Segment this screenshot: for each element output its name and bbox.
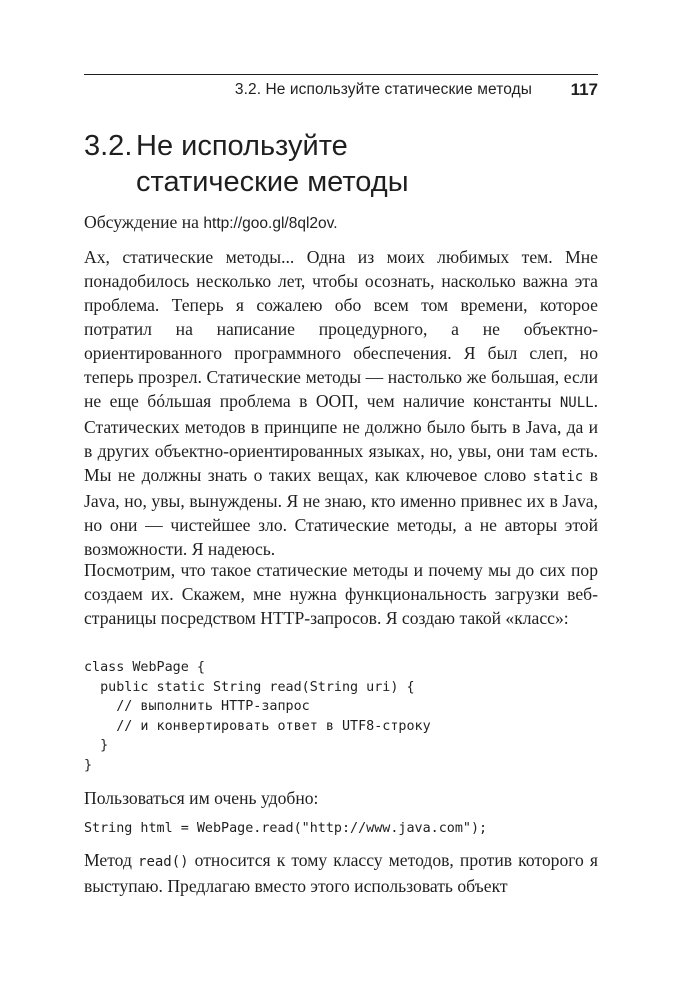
discussion-line [84,210,598,236]
paragraph-text: Ах, статические методы... Одна из моих любимых тем. Мне понадобилось несколько лет, чтобы осознать, насколько важна эта проблема. Теперь я сожалею обо всем том времени, которое потратил на написание процедурного, а не объектно-ориентированного программного обеспечения. Я был слеп, но теперь прозрел. Статические методы — настолько же большая, если не еще бóльшая проблема в ООП, чем наличие константы [84,247,598,411]
running-header-title: 3.2. Не используйте статические методы [234,81,532,98]
paragraph-text: относится к тому классу методов, против которого я выступаю. Предлагаю вместо этого использовать объект [84,850,598,896]
discussion-prefix: Обсуждение на [84,212,204,232]
inline-code-static: static [532,469,584,485]
code-listing-webpage-class: class WebPage { public static String read(String uri) { // выполнить HTTP-запрос // и конвертировать ответ в UTF8-строку } } [84,660,431,773]
inline-code-read: read() [138,854,189,870]
paragraph-read-method [84,848,598,898]
paragraph-why-static: Посмотрим, что такое статические методы и почему мы до сих пор создаем их. Скажем, мне нужна функциональность загрузки веб-страницы посредством HTTP-запросов. Я создаю такой «класс»: [84,560,598,628]
section-heading [84,128,604,200]
paragraph-text: . Статических методов в принципе не должно было быть в Java, да и в других объектно-ориентированных языках, но, увы, они там есть. Мы не должны знать о таких вещах, как ключевое слово [84,391,598,485]
paragraph-usage: Пользоваться им очень удобно: [84,788,319,808]
page-number: 117 [570,80,598,99]
running-header [84,74,598,101]
section-number: 3.2. [84,130,133,162]
discussion-link[interactable]: http://goo.gl/8ql2ov. [203,215,338,232]
paragraph-text: Метод [84,850,139,870]
section-title-line1: Не используйте [136,130,348,162]
paragraph-text: в Java, но, увы, вынуждены. Я не знаю, кто именно привнес их в Java, но они — чистейшее зло. Статические методы, а не авторы этой возможности. Я надеюсь. [84,465,598,559]
section-title-line2: статические методы [136,166,409,198]
inline-code-null: NULL [559,395,594,411]
paragraph-static-methods-intro [84,245,598,561]
code-listing-usage: String html = WebPage.read("http://www.java.com"); [84,821,488,836]
